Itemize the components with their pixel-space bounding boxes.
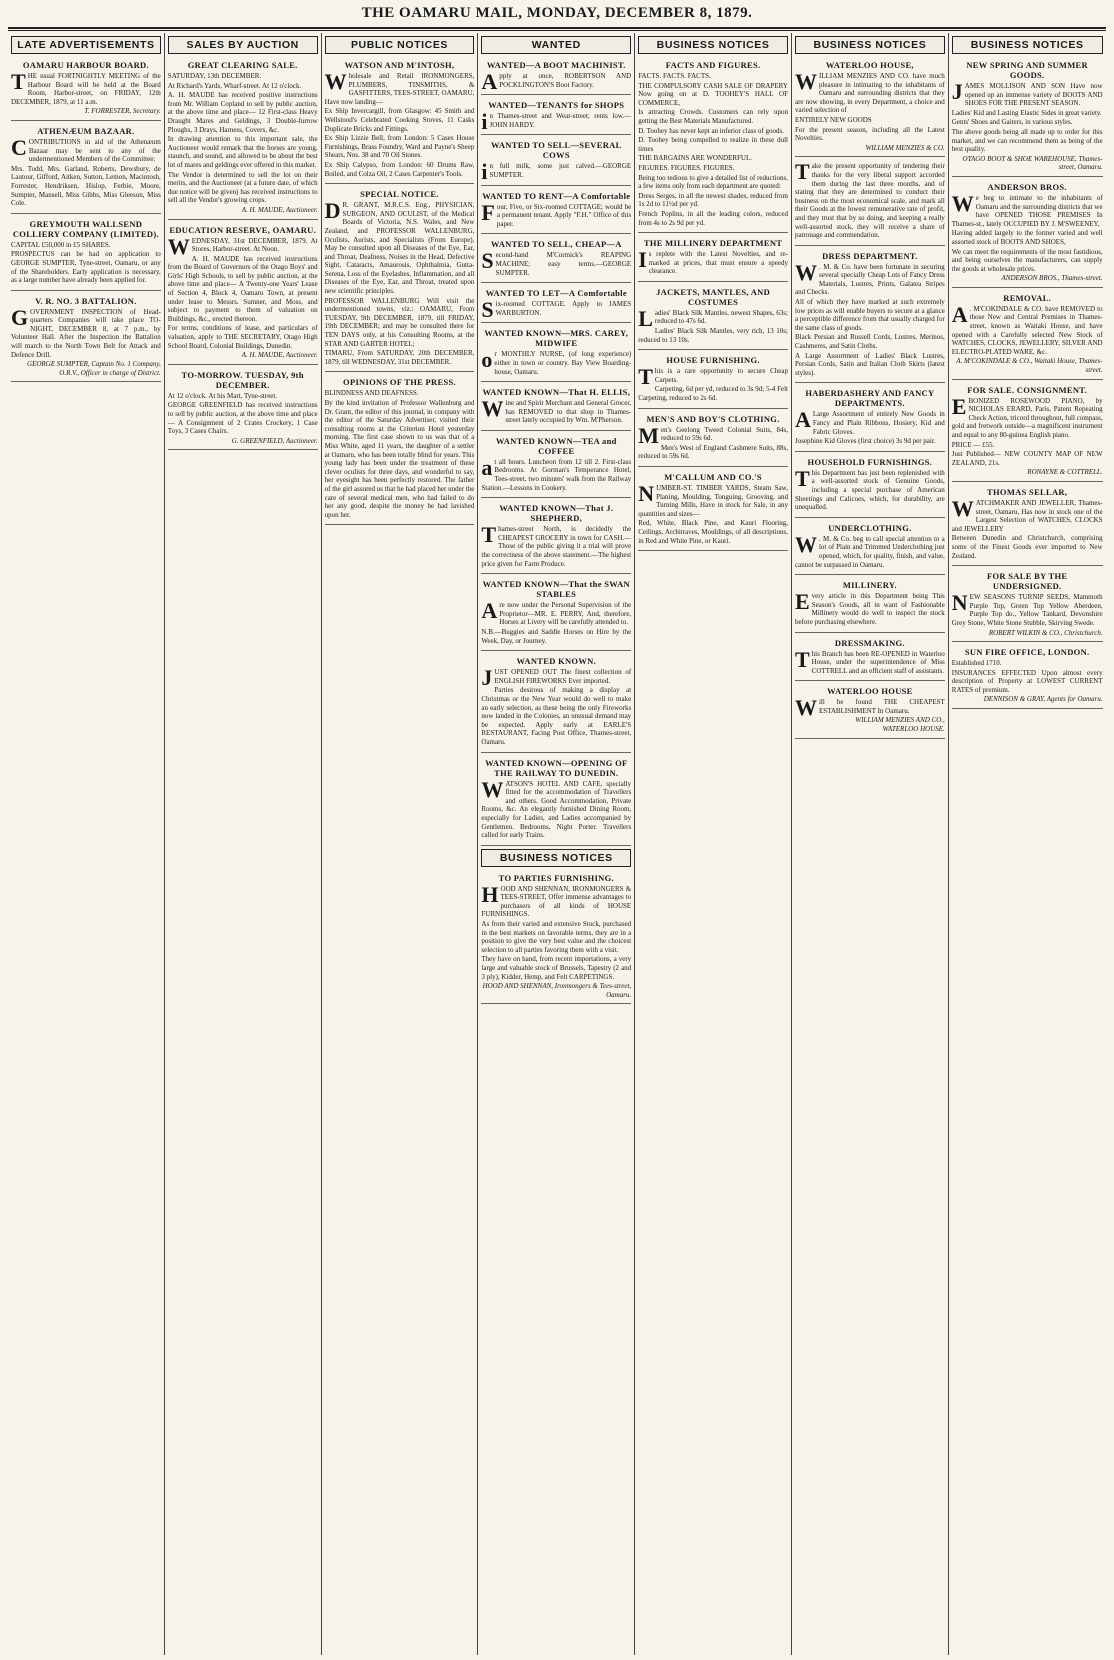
ad-title: TO PARTIES FURNISHING. [498,872,614,883]
section-header: WANTED [481,36,631,54]
ad-text: Ex Ship Invercargill, from Glasgow: 45 Smith and Wellstood's Celebrated Cooking Stoves, 11 Casks Duplicate Bricks and Fittings. [324,107,475,133]
drop-cap: N [951,590,968,616]
drop-cap: i [481,109,488,135]
ad-title: MILLINERY. [842,580,897,591]
ad-text: Red, White, Black Pine, and Kauri Flooring, Ceilings, Architraves, Mouldings, of all descriptions, in Red and White Pine, or Kauri. [638,519,788,545]
drop-cap: W [794,695,817,721]
advertisement [795,636,945,682]
ad-title: WANTED KNOWN—That H. ELLIS, [482,387,631,398]
ad-text: JUST OPENED OUT The finest collection of ENGLISH FIREWORKS Ever imported. [481,665,632,691]
ad-text: JAMES MOLLISON AND SON Have now opened up an immense variety of BOOTS AND SHOES FOR THE PRESENT SEASON. [951,79,1103,108]
ad-signature: HOOD AND SHENNAN, Ironmongers & Tees-street, Oamaru. [482,982,632,999]
ad-text: WATCHMAKER AND JEWELLER, Thames-street, Oamaru, Has now in stock one of the Largest Selection of WATCHES, CLOCKS and JEWELLERY [951,495,1103,533]
advertisement [481,385,631,431]
ad-text: The Vendor is determined to sell the lot on their merits, and the Auctioneer (at a future date, of which due notice will be given) has received instructions to sell all the Vendor's growing crops. [167,170,318,205]
ad-text: Having added largely to the former varied and well assorted stock of BOOTS AND SHOES, [951,229,1103,246]
section-header: BUSINESS NOTICES [952,36,1103,54]
ad-text: Parties desirous of making a display at Christmas or the New Year would do well to make an early selection, as these being the only Fireworks now landed in the Colonies, an unusual demand may be expected. Apply early at EARLE'S RESTAURANT, Facing Post Office, Thames-street, Oamaru. [481,686,632,746]
ad-signature: A. H. MAUDE, Auctioneer. [241,351,318,360]
advertisement [481,756,631,846]
ad-text: N.B.—Buggies and Saddle Horses on Hire by the Week, Day, or Journey. [481,628,632,645]
ad-text: A Large Assortment of entirely New Goods in Fancy and Plain Ribbons, Hosiery, Kid and Fabric Gloves. [794,407,945,436]
section-header: LATE ADVERTISEMENTS [11,36,161,54]
drop-cap: T [794,465,810,491]
ad-title: WANTED KNOWN—That the SWAN STABLES [482,579,630,600]
ad-text: Between Dunedin and Christchurch, comprising some of the Finest Goods ever imported to New Zealand. [951,534,1103,560]
drop-cap: W [481,776,504,802]
ad-text: Mrs. Todd, Mrs. Garland, Roberts, Dewsbury, de Lautour, Gifford, Aitken, Sutton, Lemon, Macintosh, Forrester, Hendriksen, Hislop, Ferbie, Moore, Sumpter, Mansell, Miss Gibbs, Miss Gleeson, Miss Cole. [11,164,161,208]
ad-title: WANTED TO SELL—SEVERAL COWS [491,140,622,161]
ad-text: in Thames-street and Wear-street; rents low.—JOHN HARDY. [481,109,632,135]
ad-title: THOMAS SELLAR, [987,486,1068,497]
ad-text: NEW SEASONS TURNIP SEEDS, Mammoth Purple Top, Green Top Yellow Aberdeen, Purple Top do., Yellow Tankard, Devonshire Grey Stone, White Stone Stubble, Skirving Swede. [951,590,1103,627]
ad-title: WANTED KNOWN—TEA and COFFEE [495,435,617,456]
ad-text: GEORGE GREENFIELD has received instructions to sell by public auction, at the above time and place— A Consignment of 2 Crates Crockery, 1 Case Toys, 3 Cases Chairs. [167,401,318,436]
ad-text: PROFESSOR WALLENBURG Will visit the undermentioned towns, viz.: OAMARU, From TUESDAY, 9th DECEMBER, 1879, till FRIDAY, 19th DECEMBER; and may be consulted there for TEN DAYS only, at his Consulting Rooms, at the STAR AND GARTER HOTEL; [324,296,475,348]
ad-text: Just Published— NEW COUNTY MAP OF NEW ZEALAND, 21s. [951,450,1103,467]
ad-text: FACTS. FACTS. FACTS. [638,72,711,80]
advertisement [795,521,945,575]
drop-cap: A [951,301,968,327]
ad-text: This is a rare opportunity to secure Cheap Carpets. [638,364,788,390]
ad-text: Will be found THE CHEAPEST ESTABLISHMENT In Oamaru. [794,695,945,721]
ad-text: D. Toohey has never kept an inferior class of goods. [638,126,784,135]
ad-title: MEN'S AND BOY'S CLOTHING. [646,413,780,424]
ad-signature: G. GREENFIELD, Auctioneer. [231,436,318,445]
drop-cap: T [11,69,26,94]
ad-title: HOUSE FURNISHING. [666,355,760,366]
ad-text: HOOD AND SHENNAN, IRONMONGERS & TEES-STREET, Offer immense advantages to purchasers of all kinds of HOUSE FURNISHINGS. [481,881,632,919]
ad-title: DRESS DEPARTMENT. [822,250,918,261]
advertisement [11,217,161,291]
ad-text: Men's Geelong Tweed Colonial Suits, 84s, reduced to 59s 6d. [638,422,788,448]
drop-cap: E [794,589,810,615]
ad-signature: WILLIAM MENZIES AND CO., WATERLOO HOUSE. [855,716,945,734]
advertisement [481,138,631,185]
ad-text: By the kind invitation of Professor Wallenburg and Dr. Grant, the editor of this journal, in company with the editor of the Saturday Advertiser, visited their consulting rooms at the Criterion Hotel yesterday morning. The first case shown to us was that of a Miss White, aged 11 years, the daughter of a settler at Oamaru, who has been totally blind for years. This young lady has been under the treatment of these clever oculists for three days, and wonderful to say, her eyesight has been perfectly restored. The father of the girl assured us that he had placed her under the care of several medical men, who had failed to do her any good, despite the money he had lavished upon her. [324,399,475,519]
advertisement [795,160,945,245]
column-2 [165,33,322,1655]
ad-text: TIMARU, From SATURDAY, 20th DECEMBER, 1879, till WEDNESDAY, 31st DECEMBER. [324,349,475,366]
advertisement [795,684,945,738]
ad-text: Gents' Shoes and Gaiters, in various styles. [951,118,1073,127]
ad-title: FACTS AND FIGURES. [665,60,761,70]
drop-cap: a [481,454,493,480]
advertisement [795,249,945,384]
drop-cap: W [794,531,817,557]
drop-cap: G [11,304,29,330]
ad-title: WANTED KNOWN. [516,656,597,667]
ad-signature: ANDERSON BROS., Thames-street. [1001,274,1103,283]
ad-text: This Branch has been RE-OPENED in Waterloo House, under the superintendence of Miss COTTRELL and an efficient staff of assistants. [794,646,945,675]
ad-text: SATURDAY, 13th DECEMBER. [167,72,262,80]
ad-text: French Poplins, in all the leading colors, reduced from 4s to 2s 9d per yd. [638,209,788,227]
drop-cap: C [11,134,27,160]
drop-cap: W [951,495,974,521]
column-5 [635,33,792,1655]
drop-cap: E [951,393,967,419]
advertisement [168,223,318,365]
drop-cap: T [794,159,810,185]
advertisement [481,237,631,283]
ad-text: Ladies' Kid and Lasting Elastic Sides in great variety. [951,108,1102,117]
ad-signature: OTAGO BOOT & SHOE WAREHOUSE, Thames-street, Oamaru. [962,154,1103,172]
drop-cap: W [794,259,817,285]
ad-text: As from their varied and extensive Stock, purchased in the best markets on favorable terms, they are in a position to give the very best value and the choicest selection to all parties favoring them with a visit. [481,920,632,954]
drop-cap: W [951,190,974,216]
advertisement [638,58,788,233]
ad-title: WATERLOO HOUSE, [825,60,914,70]
ad-title: WATSON AND M'INTOSH, [344,60,455,70]
newspaper-masthead: THE OAMARU MAIL, MONDAY, DECEMBER 8, 1879. [361,5,753,21]
ad-text: Second-hand M'Cormick's REAPING MACHINE; easy terms.—GEORGE SUMPTER. [481,248,632,277]
ad-text: Wholesale and Retail IRONMONGERS, PLUMBERS, TINSMITHS, & GASFITTERS, TEES-STREET, OAMARU, Have now landing— [324,69,475,106]
masthead-rule-thin [8,30,1106,31]
drop-cap: A [481,598,498,624]
ad-text: WEDNESDAY, 31st DECEMBER, 1879. At Stores, Harbor-street. At Noon. [167,233,318,259]
ad-text: Established 1710. [951,659,1002,668]
ad-text: D. Toohey being compelled to realize in these dull times [638,136,788,153]
ad-title: NEW SPRING AND SUMMER GOODS. [966,60,1088,80]
ad-text: THE BARGAINS ARE WONDERFUL. [638,154,753,163]
drop-cap: N [638,481,655,506]
ad-text: INSURANCES EFFECTED Upon almost every description of Property at LOWEST CURRENT RATES of premium. [951,668,1103,694]
advertisement [168,368,318,451]
drop-cap: S [481,297,494,323]
ad-text: Six-roomed COTTAGE. Apply to JAMES WARBURTON. [481,297,632,323]
drop-cap: T [794,646,810,672]
ad-title: OAMARU HARBOUR BOARD. [22,60,149,70]
ad-title: UNDERCLOTHING. [828,522,912,533]
ad-text: Men's West of England Cashmere Suits, 88s, reduced to 59s 6d. [638,443,788,461]
ad-text: A. H. MAUDE has received positive instructions from Mr. William Copland to sell by public auction, at the above time and place— 12 First-class Heavy Draught Mares and Geldings, 3 Double-furrow Ploughs, 3 Drays, Harness, Covers, &c. [167,91,318,134]
advertisement [481,98,631,135]
column-6 [792,33,949,1655]
drop-cap: S [481,248,494,274]
drop-cap: H [481,881,499,907]
column-1 [8,33,165,1655]
column-3 [322,33,479,1655]
advertisement [11,124,161,214]
ad-title: DRESSMAKING. [834,637,905,648]
advertisement [481,871,631,1005]
ad-text: Being too tedious to give a detailed list of reductions, a few items only from each department are quoted: [638,173,788,191]
ad-title: HABERDASHERY AND FANCY DEPARTMENTS. [805,388,935,409]
ad-text: Ex Ship Calypso, from London: 60 Drums Raw, Boiled, and Colza Oil, 2 Cases Carpenter's Tools. [324,160,475,178]
drop-cap: o [481,347,493,373]
ad-title: FOR SALE BY THE UNDERSIGNED. [987,571,1068,592]
section-header: BUSINESS NOTICES [481,849,631,867]
ad-signature: RONAYNE & COTTRELL. [1027,468,1103,477]
ad-signature: A. H. MAUDE, Auctioneer. [241,205,318,214]
advertisement [638,470,788,551]
ad-text: We beg to intimate to the inhabitants of Oamaru and the surrounding districts that we have OPENED THOSE PREMISES In Thames-st., lately OCCUPIED BY J. M'SWEENEY, [951,190,1103,228]
ad-text: Is replete with the Latest Novelties, and re-marked at prices, that must ensure a speedy clearance. [638,247,788,276]
advertisement [952,58,1103,177]
drop-cap: W [324,69,347,94]
advertisement [638,285,788,350]
section-header: SALES BY AUCTION [168,36,318,54]
ad-text: Dress Serges, in all the newest shades, reduced from 1s 2d to 11½d per yd. [638,191,788,209]
ad-signature: DENNISON & GRAY, Agents for Oamaru. [983,695,1103,704]
ad-text: Thames-street North, is decidedly the CHEAPEST GROCERY in town for CASH.—Those of the public giving it a trial will prove the correctness of the above statement.—The highest price given for Farm Produce. [481,522,632,568]
ad-text: A Large Assortment of Ladies' Black Lustres, Persian Cords, Satin and Italian Cloth Skirts (latest styles). [794,351,945,377]
ad-text: A . M'COKINDALE & CO. have REMOVED to those New and Central Premises in Thames-street, known as Waitaki House, and have opened with a Carefully selected New Stock of WATCHES, CLOCKS, JEWELLERY, SILVER AND ELECTRO-PLATED WARE, &c. [951,301,1103,356]
ad-title: EDUCATION RESERVE, OAMARU. [169,224,317,235]
drop-cap: M [638,422,659,448]
advertisement [481,654,631,752]
ad-text: Apply at once, ROBERTSON AND POCKLINGTON'S Boot Factory. [481,69,632,94]
ad-text: EBONIZED ROSEWOOD PIANO, by NICHOLAS ERARD, Paris, Patent Repeating Check Action, tricord throughout, full compass, gold and fretwork outside—a magnificent instrument and equal to any 80-guinea English piano. [951,393,1103,439]
ad-text: THE usual FORTNIGHTLY MEETING of the Harbour Board will be held at the Board Room, Harbor-street, on FRIDAY, 12th DECEMBER, 1879, at 11 a.m. [11,69,161,106]
advertisement [795,455,945,518]
ad-title: WANTED TO SELL, CHEAP—A [490,239,622,250]
ad-text: For terms, conditions of lease, and particulars of valuation, apply to THE SECRETARY, Otago High School Board, Colonial Buildings, Dunedin. [167,324,318,350]
ad-text: For the present season, including all the Latest Novelties. [794,125,945,143]
ad-text: Is attracting Crowds. Customers can rely upon getting the Best Materials Manufactured. [638,108,788,125]
ad-title: WANTED—TENANTS for SHOPS [488,100,625,111]
ad-text: at all hours. Luncheon from 12 till 2. First-class Bedrooms. At Gorman's Temperance Hotel, Tees-street, two minutes' walk from the Railway Station.—Lessons in Cookery. [481,454,632,492]
ad-title: THE MILLINERY DEPARTMENT [643,238,783,249]
ad-text: GOVERNMENT INSPECTION of Head-quarters Companies will take place TO-NIGHT, DECEMBER 8, at 7 p.m., by Volunteer Hall. After the Inspection the Battalion will march to the North Town Belt for Attack and Defence Drill. [11,304,161,359]
ad-text: D R. GRANT, M.R.C.S. Eng., PHYSICIAN, SURGEON, AND OCULIST, of the Medical Boards of Victoria, N.S. Wales, and New Zealand, and PROFESSOR WALLENBURG, Oculists, Aurists, and Specialists (From Europe), May be consulted upon all Diseases of the Eye, Ear, and Throat, Deafness, Noises in the Head, Defective Sight, Cataracts, Amaurosis, Ophthalmia, Gutta-Serena, Loss of the Eyelashes, Inflammation, and all Diseases of the Eye, Ear, and Throat, treated upon new scientific principles. [324,198,475,296]
ad-text: Josephine Kid Gloves (first choice) 3s 9d per pair. [794,437,936,446]
column-4 [478,33,635,1655]
ad-text: NUMBER-ST. TIMBER YARDS, Steam Saw, Planing, Moulding, Tonguing, Grooving, and Turning Mills, Have in stock for Sale, in any quantities and sizes— [638,481,788,518]
ad-text: They have on hand, from recent importations, a very large and valuable stock of Brussels, Tapestry (2 and 3 ply), Kidder, Hemp, and Felt CARPETINGS. [481,955,632,981]
drop-cap: D [324,198,341,224]
advertisement [481,501,631,574]
advertisement [638,236,788,282]
ad-text: Ex Ship Lizzie Bell, from London: 5 Cases House Furnishings, Brass Foundry, Ward and Payne's Sheep Shears, Nos. 38 and 70 Oil Stones. [324,134,475,160]
ad-title: M'CALLUM AND CO.'S [664,472,762,482]
ad-title: GREAT CLEARING SALE. [187,60,298,70]
ad-text: Take the present opportunity of tendering their thanks for the very liberal support accorded them during the last three months, and of stating that they are determined to conduct their business on the most economical scale, and mark all their Goods at the lowest remunerative rate of profit, and they trust that by so doing, and keeping a really well-assorted stock, they will receive a share of patronage and commendation. [794,159,945,240]
ad-signature: A. M'COKINDALE & CO., Waitaki House, Thames-street. [956,357,1103,375]
advertisement [168,58,318,220]
ad-text: W . M. & Co. beg to call special attention to a lot of Plain and Trimmed Underclothing just opened, which, for quality, finish, and value, cannot be surpassed in Oamaru. [794,531,945,569]
advertisement [952,485,1103,566]
masthead-rule [8,27,1106,29]
ad-text: WATSON'S HOTEL AND CAFE, specially fitted for the accommodation of Travellers and others. Good Accommodation, Private Rooms, &c. An elegantly furnished Dining Room, especially for Ladies, and Ladies accompanied by Gentlemen. Bedrooms, Night Porter. Travellers called for early Trains. [481,776,632,840]
ad-signature: T. FORRESTER, Secretary. [84,107,161,116]
ad-text: THE COMPULSORY CASH SALE OF DRAPERY Now going on at D. TOOHEY'S HALL OF COMMERCE, [638,81,788,107]
ad-title: FOR SALE. CONSIGNMENT. [967,384,1088,395]
ad-text: We can meet the requirements of the most fastidious, and being ourselves the manufacturers, can supply the goods at wholesale prices. [951,247,1103,273]
ad-text: At Richard's Yards, Wharf-street. At 12 o'clock. [167,81,302,90]
section-header: BUSINESS NOTICES [795,36,945,54]
advertisement [325,375,475,525]
advertisement [11,294,161,383]
ad-signature: GEORGE SUMPTER, Captain No. 1 Company, O.R.V., Officer in charge of District. [27,360,161,377]
advertisement [952,569,1103,642]
ad-text: WILLIAM MENZIES AND CO. have much pleasure in intimating to the inhabitants of Oamaru and surrounding districts that they are now showing, in every Department, a choice and varied selection of [794,69,945,115]
ad-title: HOUSEHOLD FURNISHINGS. [807,456,933,467]
ad-text: Wine and Spirit Merchant and General Grocer, has REMOVED to that shop in Thames-street lately occupied by Wm. M'Pherson. [481,396,632,425]
drop-cap: i [481,159,488,185]
ad-text: In drawing attention to this important sale, the Auctioneer would remark that the horses are young, staunch, and sound, and allowed to be about the best lot of mares and geldings ever offered in this market. [167,135,318,169]
ad-text: CONTRIBUTIONS in aid of the Athenæum Bazaar may be sent to any of the undermentioned Members of the Committee: [11,134,161,164]
advertisement [638,353,788,408]
ad-text: A. H. MAUDE has received instructions from the Board of Governors of the Otago Boys' and Girls' High Schools, to sell by public auction, at the above time and place— A Twenty-one Years' Lease of Section 4, Block 4, Oamaru Town, at present under lease to Messrs. Sumner, and Moss, and subject to payment to them of valuation on Buildings, &c., erected thereon. [167,254,318,323]
drop-cap: W [794,69,817,94]
ad-signature: ROBERT WILKIN & CO., Christchurch. [988,628,1103,637]
advertisement [481,58,631,95]
advertisement [795,58,945,157]
ad-title: OPINIONS OF THE PRESS. [343,377,456,388]
ad-text: Ladies' Black Silk Mantles, newest Shapes, 63s; reduced to 47s 6d. [638,305,788,331]
drop-cap: W [167,233,190,259]
advertisement [795,578,945,632]
advertisement [481,189,631,235]
ad-title: GREYMOUTH WALLSEND COLLIERY COMPANY (LIMITED). [12,218,159,239]
ad-text: The above goods being all made up to order for this market, and we can recommend them as being of the best quality. [951,127,1103,154]
ad-title: ANDERSON BROS. [987,181,1067,192]
drop-cap: A [481,69,498,94]
advertisement [638,412,788,467]
column-7 [949,33,1106,1655]
ad-signature: WILLIAM MENZIES & CO. [865,143,945,152]
ad-title: WANTED TO RENT—A Comfortable [482,190,631,201]
ad-title: REMOVAL. [1003,292,1052,303]
ad-title: WANTED KNOWN—That J. SHEPHERD, [499,503,614,524]
ad-title: ATHENÆUM BAZAAR. [37,125,135,136]
ad-text: FIGURES. FIGURES. FIGURES. [638,163,735,172]
ad-text: Carpeting, 6d per yd, reduced to 3s 9d; 5-4 Felt Carpeting, reduced to 2s 6d. [638,385,788,403]
ad-text: PROSPECTUS can be had on application to GEORGE SUMPTER, Tyne-street, Oamaru, or any of the Shareholders. Early application is necessary, as a large number have already been applied for. [11,250,161,285]
ad-text: Black Persian and Russell Cords, Lustres, Merinos, Cashmeres, and Satin Cloths. [794,333,945,351]
advertisement [952,383,1103,482]
ad-text: ENTIRELY NEW GOODS [794,115,872,124]
advertisement [952,180,1103,288]
advertisement [795,386,945,451]
drop-cap: L [638,305,653,331]
ad-title: WANTED TO LET—A Comfortable [485,288,627,299]
advertisement [325,187,475,372]
drop-cap: T [638,364,653,390]
ad-text: in full milk, some just calved.—GEORGE SUMPTER. [481,159,632,185]
ad-text: BLINDNESS AND DEAFNESS. [324,389,419,398]
drop-cap: T [481,522,497,548]
ad-text: or MONTHLY NURSE, (of long experience) either in town or country. Bay View Boarding-house, Oamaru. [481,347,632,376]
ad-text: PRICE — £55. [951,440,995,449]
ad-text: This Department has just been replenished with a well-assorted stock of Genuine Goods, including a special purchase of American Sheetings and Calicoes, which, for durability, are unequalled. [794,465,945,512]
advertisement [11,58,161,121]
ad-text: Every article in this Department being This Season's Goods, all in want of Fashionable Millinery would do well to inspect the stock before purchasing elsewhere. [794,589,945,626]
ad-text: CAPITAL £50,000 in £5 SHARES. [11,240,111,249]
ad-text: W . M. & Co. have been fortunate in securing several specially Cheap Lots of Fancy Dress Materials, Lustres, Prints, Galatea Stripes and Checks. [794,259,945,297]
ad-title: V. R. NO. 3 BATTALION. [35,295,137,306]
ad-title: WANTED KNOWN—OPENING OF THE RAILWAY TO DUNEDIN. [485,757,628,778]
advertisement [481,434,631,498]
drop-cap: W [481,396,504,422]
ad-text: All of which they have marked at such extremely low prices as will enable buyers to secure at a glance a perceptible difference from that usually charged for the same class of goods. [794,298,945,332]
drop-cap: A [794,407,811,433]
ad-title: WATERLOO HOUSE [827,686,913,697]
ad-title: TO-MORROW. TUESDAY, 9th DECEMBER. [181,369,304,390]
advertisement [481,577,631,651]
advertisement [481,286,631,323]
ad-title: SUN FIRE OFFICE, LONDON. [964,647,1090,658]
drop-cap: J [951,79,963,104]
drop-cap: I [638,247,647,273]
section-header: BUSINESS NOTICES [638,36,788,54]
ad-text: Ladies' Black Silk Mantles, very rich, 13 10s; reduced to 13 10s. [638,327,788,344]
advertisement [952,645,1103,709]
drop-cap: F [481,199,495,225]
ad-title: WANTED—A BOOT MACHINIST. [486,60,626,70]
ad-title: WANTED KNOWN—MRS. CAREY, MIDWIFE [484,328,629,349]
section-header: PUBLIC NOTICES [325,36,475,54]
newspaper-columns [8,33,1106,1655]
advertisement [481,326,631,382]
ad-text: Are now under the Personal Supervision of the Proprietor—MR. E. PERRY, And, therefore, Horses at Livery will be carefully attended to. [481,598,632,627]
advertisement [952,291,1103,380]
advertisement [325,58,475,184]
drop-cap: J [481,665,493,691]
ad-text: Four, Five, or Six-roomed COTTAGE; would be a permanent tenant. Apply "F.H." Office of this paper. [481,199,632,228]
ad-text: At 12 o'clock. At his Mart, Tyne-street. [167,391,278,400]
ad-title: JACKETS, MANTLES, AND COSTUMES [656,286,771,307]
ad-title: SPECIAL NOTICE. [360,189,439,200]
